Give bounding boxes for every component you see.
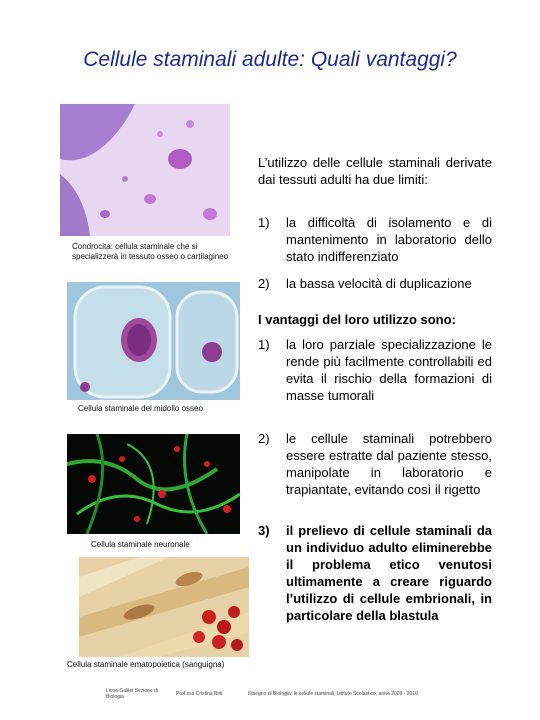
- neural-cell-image: [67, 434, 240, 534]
- limit-item-2: [258, 275, 492, 292]
- advantage-number: 1): [258, 337, 270, 352]
- neural-caption: Cellula staminale neuronale: [91, 540, 190, 549]
- limit-item-1: [258, 214, 492, 266]
- hematopoietic-cell-image: [79, 557, 249, 657]
- advantage-item-2: [258, 430, 492, 516]
- intro-text: [258, 154, 492, 188]
- footer-left: Liceo Galilei Sezione di Biologia: [106, 688, 158, 700]
- marrow-cell-image: [67, 282, 240, 400]
- advantage-item-3: [258, 522, 492, 642]
- footer-center: Prof.ssa Cristina Bini: [176, 691, 223, 697]
- marrow-caption: Cellula staminale del midollo osseo: [78, 404, 203, 413]
- intro-paragraph: L’utilizzo delle cellule staminali derivate dai tessuti adulti ha due limiti:: [258, 155, 492, 187]
- limit-text: la bassa velocità di duplicazione: [286, 276, 472, 291]
- advantages-heading: I vantaggi del loro utilizzo sono:: [258, 312, 456, 327]
- hematopoietic-caption: Cellula staminale ematopoietica (sanguigna): [67, 660, 225, 669]
- footer-right: Disegno di Biologia: le cellule staminali, Istituto Scolastico, anno 2009 - 2010: [248, 691, 418, 697]
- advantage-number: 3): [258, 523, 270, 538]
- advantage-text: le cellule staminali potrebbero essere estratte dal paziente stesso, manipolate in laboratorio e trapiantate, evitando così il rigetto: [286, 431, 492, 497]
- advantage-text: il prelievo di cellule staminali da un individuo adulto eliminerebbe il problema etico venutosi ultimamente a creare riguardo l’utilizzo di cellule embrionali, in particolare della blastula: [286, 523, 492, 623]
- limit-number: 2): [258, 276, 270, 291]
- chondrocyte-image: [60, 104, 230, 236]
- advantage-item-1: [258, 336, 492, 422]
- advantage-number: 2): [258, 431, 270, 446]
- limit-text: la difficoltà di isolamento e di mantenimento in laboratorio dello stato indifferenziato: [286, 215, 492, 264]
- chondrocyte-caption: Condrocita: cellula staminale che si specializzerà in tessuto osseo o cartilagineo: [72, 242, 229, 261]
- advantage-text: la loro parziale specializzazione le rende più facilmente controllabili ed evita il rischio della formazioni di masse tumorali: [286, 337, 492, 403]
- limit-number: 1): [258, 215, 270, 230]
- page-title: Cellule staminali adulte: Quali vantaggi?: [83, 48, 457, 71]
